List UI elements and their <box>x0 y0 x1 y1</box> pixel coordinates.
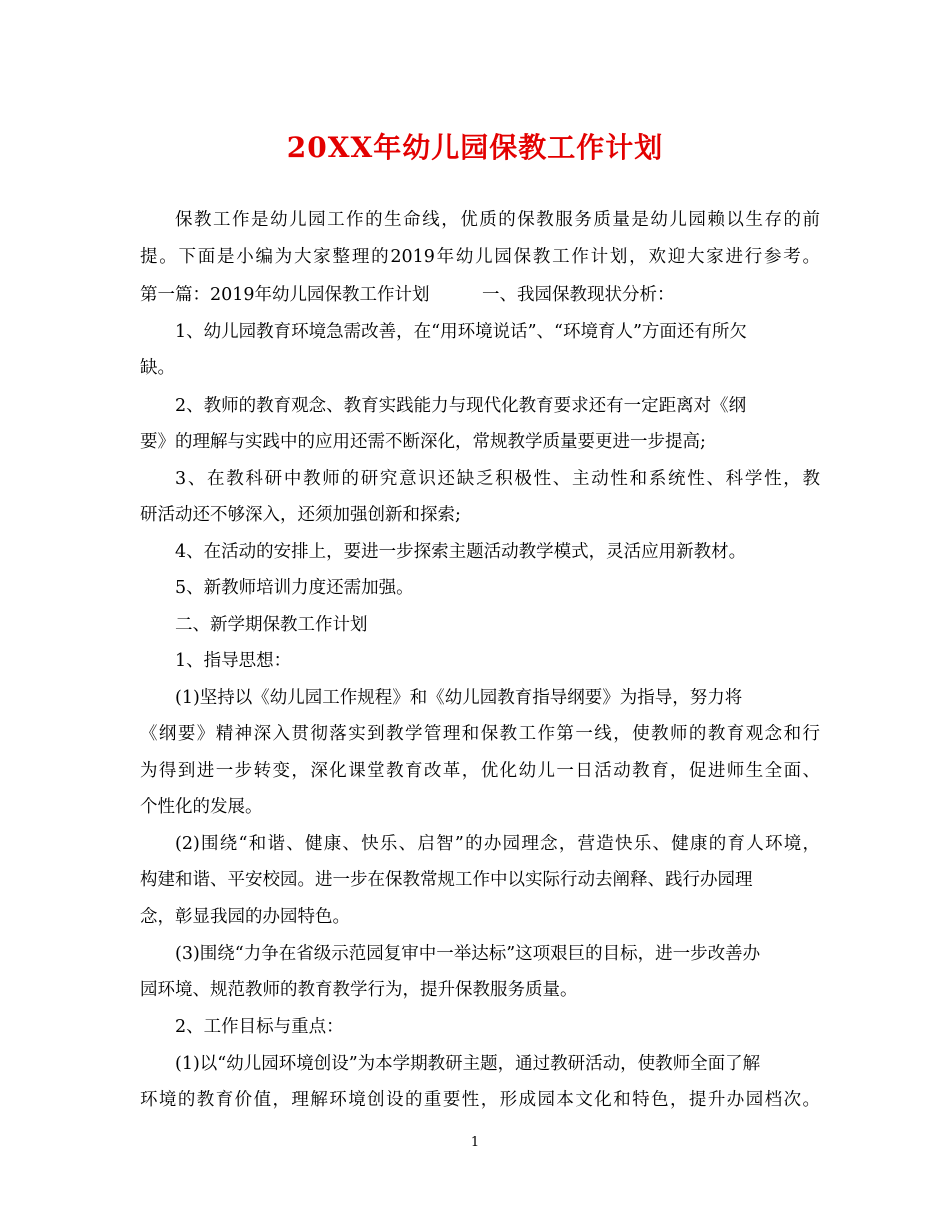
paragraph-line: 4、在活动的安排上，要进一步探索主题活动教学模式，灵活应用新教材。 <box>175 542 747 562</box>
paragraph-line: 提。下面是小编为大家整理的2019年幼儿园保教工作计划，欢迎大家进行参考。 <box>140 247 820 267</box>
paragraph-line: 2、工作目标与重点： <box>175 1017 344 1037</box>
paragraph-line: 园环境、规范教师的教育教学行为，提升保教服务质量。 <box>140 980 578 1000</box>
paragraph-line: 环境的教育价值，理解环境创设的重要性，形成园本文化和特色，提升办园档次。 <box>140 1090 820 1110</box>
paragraph-line: 保教工作是幼儿园工作的生命线，优质的保教服务质量是幼儿园赖以生存的前 <box>175 210 820 230</box>
paragraph-line: 个性化的发展。 <box>140 797 263 817</box>
document-title: 20XX年幼儿园保教工作计划 <box>286 131 664 164</box>
paragraph-line: 1、指导思想： <box>175 651 292 671</box>
paragraph-line: 3、在教科研中教师的研究意识还缺乏积极性、主动性和系统性、科学性，教 <box>175 469 820 489</box>
paragraph-line: 研活动还不够深入，还须加强创新和探索; <box>140 505 461 525</box>
page-number: 1 <box>470 1135 480 1150</box>
paragraph-line: (1)以“幼儿园环境创设”为本学期教研主题，通过教研活动，使教师全面了解 <box>175 1054 761 1074</box>
paragraph-line: 《纲要》精神深入贯彻落实到教学管理和保教工作第一线，使教师的教育观念和行 <box>140 724 820 744</box>
paragraph-line: 第一篇：2019年幼儿园保教工作计划 一、我园保教现状分析： <box>140 285 675 305</box>
paragraph-line: (3)围绕“力争在省级示范园复审中一举达标”这项艰巨的目标，进一步改善办 <box>175 944 761 964</box>
paragraph-line: 构建和谐、平安校园。进一步在保教常规工作中以实际行动去阐释、践行办园理 <box>140 870 753 890</box>
paragraph-line: 为得到进一步转变，深化课堂教育改革，优化幼儿一日活动教育，促进师生全面、 <box>140 761 820 781</box>
paragraph-line: 1、幼儿园教育环境急需改善，在“用环境说话”、“环境育人”方面还有所欠 <box>175 322 747 342</box>
paragraph-line: (2)围绕“和谐、健康、快乐、启智”的办园理念，营造快乐、健康的育人环境， <box>175 834 820 854</box>
paragraph-line: 念，彰显我园的办园特色。 <box>140 907 350 927</box>
paragraph-line: 缺。 <box>140 358 175 378</box>
paragraph-line: (1)坚持以《幼儿园工作规程》和《幼儿园教育指导纲要》为指导，努力将 <box>175 688 743 708</box>
paragraph-line: 2、教师的教育观念、教育实践能力与现代化教育要求还有一定距离对《纲 <box>175 396 747 416</box>
paragraph-line: 二、新学期保教工作计划 <box>175 615 368 635</box>
paragraph-line: 5、新教师培训力度还需加强。 <box>175 578 414 598</box>
paragraph-line: 要》的理解与实践中的应用还需不断深化，常规教学质量要更进一步提高; <box>140 432 706 452</box>
